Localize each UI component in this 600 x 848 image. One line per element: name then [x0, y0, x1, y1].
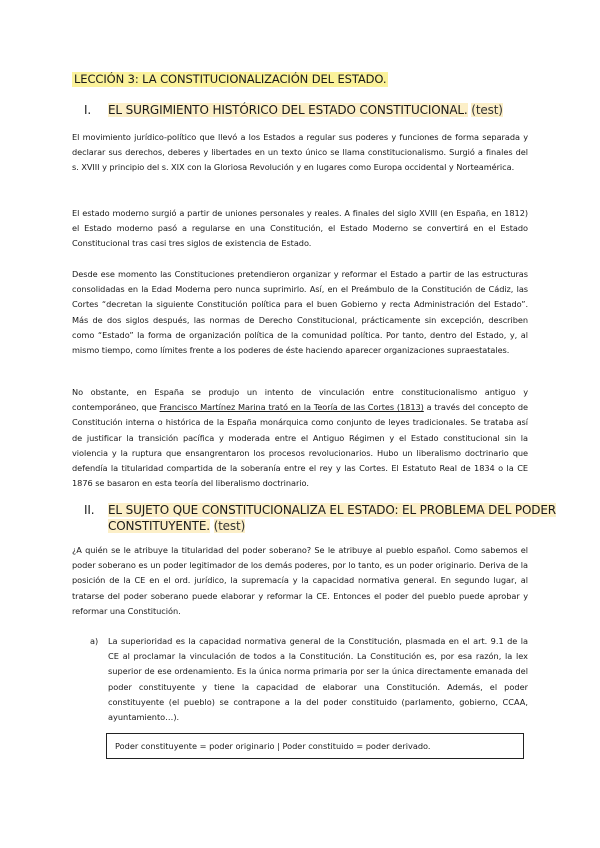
paragraph-estado-moderno: El estado moderno surgió a partir de uniones personales y reales. A finales del siglo XVIII (en España, en 1812) el Estado moderno pasó a regularse en una Constitución, el Estado Moderno se convertirá en el Estado Constitucional tras casi tres siglos de existencia de Estado.: [72, 208, 528, 249]
p4-after: a través del concepto de Constitución interna o histórica de la España monárquica como conjunto de leyes tradicionales. Se trataba así de justificar la transición pacífica y moderada entre el Antiguo Régimen y el Estado constitucional sin la violencia y la ruptura que ensangrentaron los procesos revolucionarios. Hubo un liberalismo doctrinario que defendía la titularidad compartida de la soberanía entre el rey y las Cortes. El Estatuto Real de 1834 o la CE 1876 se basaron en esta teoría del liberalismo doctrinario.: [72, 402, 529, 489]
section-2-heading: [84, 502, 556, 534]
paragraph-poder-soberano: ¿A quién se le atribuye la titularidad del poder soberano? Se le atribuye al pueblo español. Como sabemos el poder soberano es un poder legitimador de los demás poderes, por lo tanto, es un poder originario. Deriva de la posición de la CE en el ord. jurídico, la supremacía y la capacidad normativa general. En segundo lugar, al tratarse del poder soberano puede elaborar y reformar la CE. Entonces el poder del pueblo puede aprobar y reformar una Constitución.: [72, 545, 528, 616]
section-2-title-line2: CONSTITUYENTE.: [108, 519, 210, 533]
section-1-heading: [84, 102, 503, 118]
section-1-number: I.: [84, 103, 92, 117]
list-item-a-text: La superioridad es la capacidad normativa general de la Constitución, plasmada en el art. 9.1 de la CE al proclamar la vinculación de todos a la Constitución. La Constitución es, por esa razón, la lex superior de ese ordenamiento. Es la única norma primaria por ser la única directamente emanada del poder constituyente y tiene la capacidad de elaborar una Constitución. Además, el poder constituyente (el pueblo) se contrapone a la del poder constituido (parlamento, gobierno, CCAA, ayuntamiento…).: [108, 636, 528, 723]
section-2-number: II.: [84, 503, 95, 517]
p4-underlined-reference: Francisco Martínez Marina trató en la Teoría de las Cortes (1813): [159, 402, 424, 413]
p4-before: No obstante, en España se produjo un intento de vinculación entre constitucionalismo antiguo y contemporáneo, que: [72, 387, 528, 413]
section-2-title-line1: EL SUJETO QUE CONSTITUCIONALIZA EL ESTADO: EL PROBLEMA DEL PODER: [108, 503, 556, 517]
list-item-a-marker: a): [90, 636, 99, 646]
paragraph-liberalismo-doctrinario: [72, 385, 528, 491]
definition-box: Poder constituyente = poder originario | Poder constituido = poder derivado.: [106, 733, 524, 759]
list-item-a: [90, 634, 528, 725]
paragraph-constituciones: Desde ese momento las Constituciones pretendieron organizar y reformar el Estado a partir de las estructuras consolidadas en la Edad Moderna pero nunca suprimirlo. Así, en el Preámbulo de la Constitución de Cádiz, las Cortes “decretan la siguiente Constitución política para el buen Gobierno y recta Administración del Estado”. Más de dos siglos después, las normas de Derecho Constitucional, prácticamente sin excepción, describen como “Estado” la forma de organización política de la comunidad política. Por tanto, dentro del Estado, y, al mismo tiempo, como límites frente a los poderes de éste haciendo aparecer organizaciones supraestatales.: [72, 269, 528, 356]
section-2-test-tag: (test): [213, 519, 246, 533]
section-1-test-tag: (test): [471, 103, 503, 117]
paragraph-constitucionalismo: El movimiento jurídico-político que llevó a los Estados a regular sus poderes y funciones de forma separada y declarar sus derechos, deberes y libertades en un texto único se llama constitucionalismo. Surgió a finales del s. XVIII y principio del s. XIX con la Gloriosa Revolución y en lugares como Europa occidental y Norteamérica.: [72, 132, 528, 173]
lesson-title: LECCIÓN 3: LA CONSTITUCIONALIZACIÓN DEL ESTADO.: [74, 72, 387, 86]
section-1-title: EL SURGIMIENTO HISTÓRICO DEL ESTADO CONSTITUCIONAL.: [108, 103, 468, 117]
